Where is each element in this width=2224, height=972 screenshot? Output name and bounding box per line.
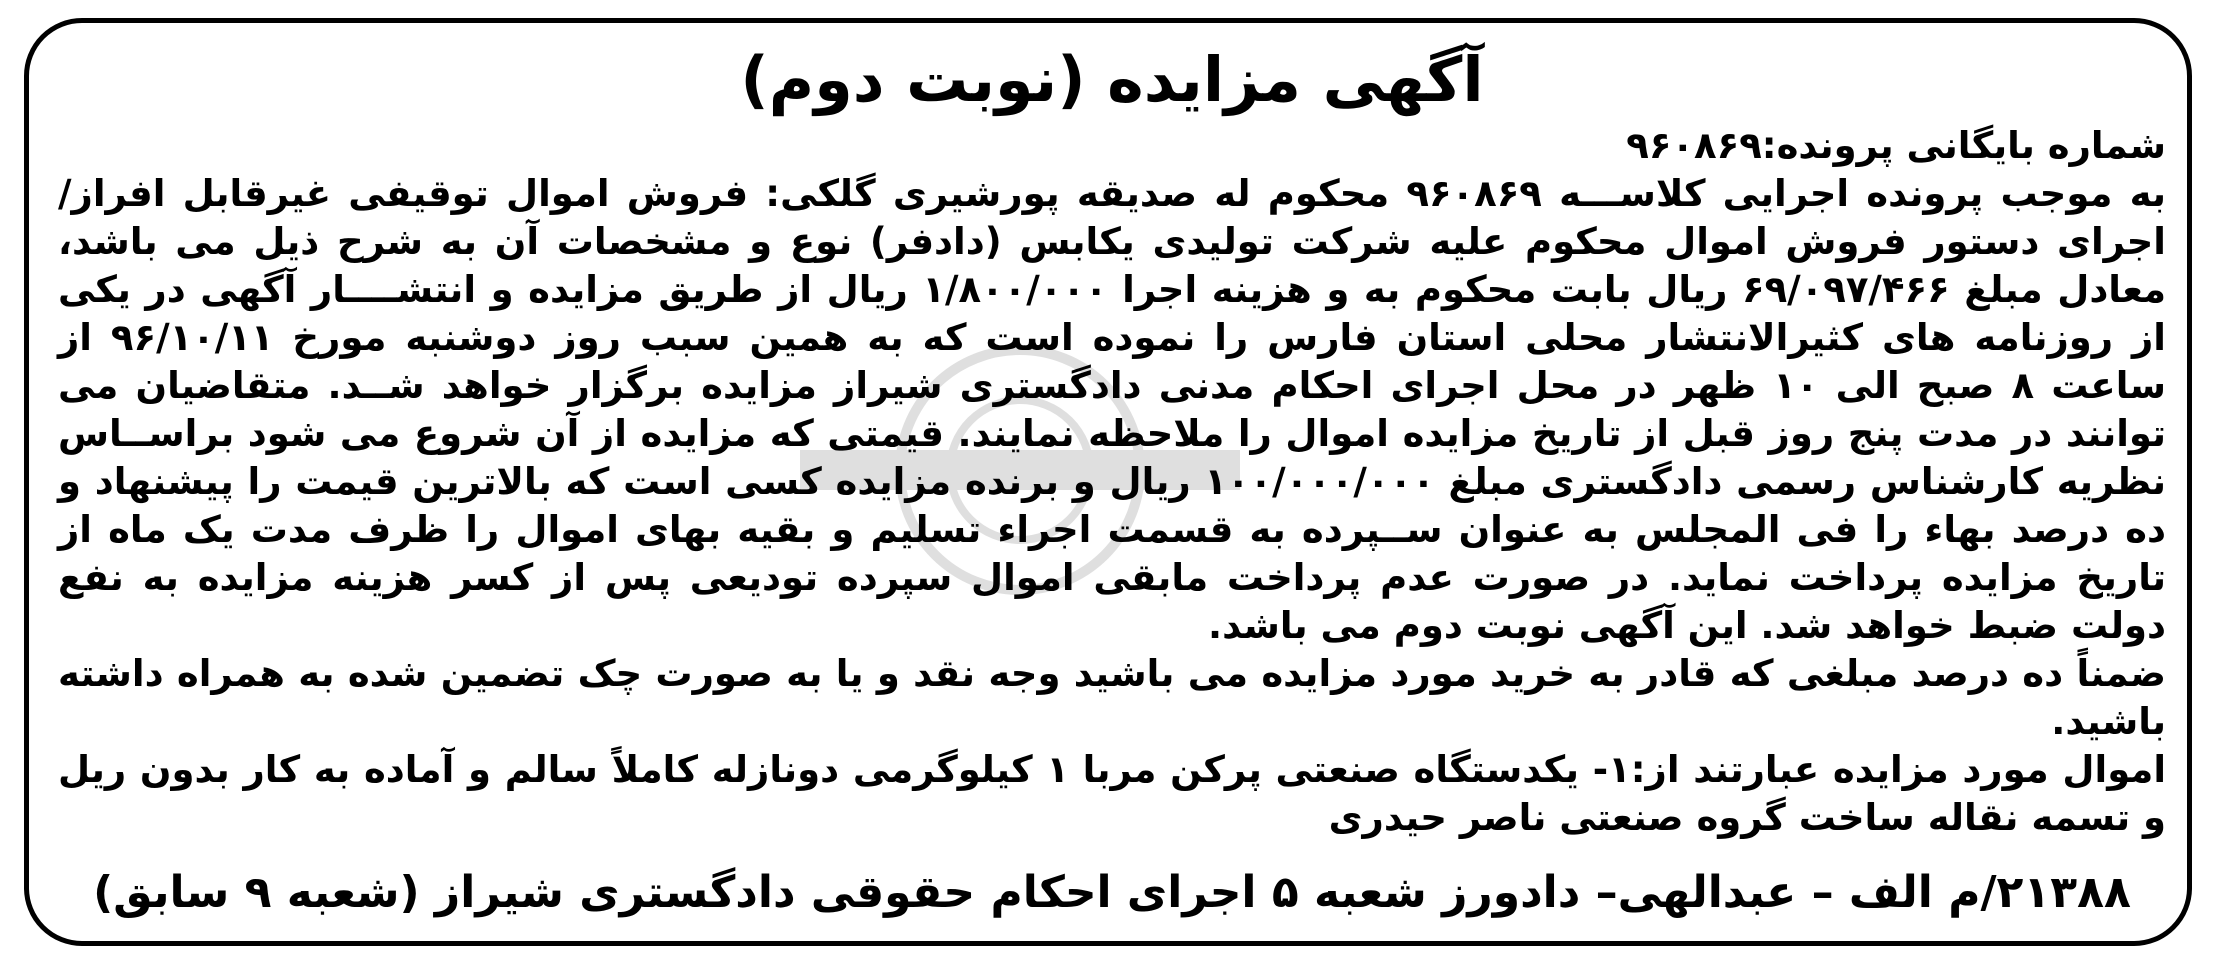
notice-body <box>58 122 2166 842</box>
notice-paragraph: ضمناً ده درصد مبلغی که قادر به خرید مورد مزایده می باشید وجه نقد و یا به صورت چک تضمین شده به همراه داشته باشید. <box>58 652 2166 743</box>
notice-signature: ۲۱۳۸۸/م الف – عبدالهی– دادورز شعبه ۵ اجرای احکام حقوقی دادگستری شیراز (شعبه ۹ سابق) <box>93 867 2131 918</box>
notice-paragraph: به موجب پرونده اجرایی کلاســـه ۹۶۰۸۶۹ محکوم له صدیقه پورشیری گلکی: فروش اموال توقیفی غیرقابل افراز/ اجرای دستور فروش اموال محکوم علیه شرکت تولیدی یکابس (دادفر) نوع و مشخصات آن به شرح ذیل می باشد، معادل مبلغ ۶۹/۰۹۷/۴۶۶ ریال بابت محکوم به و هزینه اجرا ۱/۸۰۰/۰۰۰ ریال از طریق مزایده و انتشــــار آگهی در یکی از روزنامه های کثیرالانتشار محلی استان فارس را نموده است که به همین سبب روز دوشنبه مورخ ۹۶/۱۰/۱۱ از ساعت ۸ صبح الی ۱۰ ظهر در محل اجرای احکام مدنی دادگستری شیراز مزایده برگزار خواهد شــد. متقاضیان می توانند در مدت پنج روز قبل از تاریخ مزایده اموال را ملاحظه نمایند. قیمتی که مزایده از آن شروع می شود براســاس نظریه کارشناس رسمی دادگستری مبلغ ۱۰۰/۰۰۰/۰۰۰ ریال و برنده مزایده کسی است که بالاترین قیمت را پیشنهاد و ده درصد بهاء را فی المجلس به عنوان ســپرده به قسمت اجراء تسلیم و بقیه بهای اموال را ظرف مدت یک ماه از تاریخ مزایده پرداخت نماید. در صورت عدم پرداخت مابقی اموال سپرده تودیعی پس از کسر هزینه مزایده به نفع دولت ضبط خواهد شد. این آگهی نوبت دوم می باشد. <box>58 172 2166 647</box>
notice-paragraph: اموال مورد مزایده عبارتند از:۱- یکدستگاه صنعتی پرکن مربا ۱ کیلوگرمی دونازله کاملاً سالم و آماده به کار بدون ریل و تسمه نقاله ساخت گروه صنعتی ناصر حیدری <box>58 748 2166 839</box>
notice-title: آگهی مزایده (نوبت دوم) <box>740 43 1484 116</box>
archive-number: شماره بایگانی پرونده:۹۶۰۸۶۹ <box>1626 124 2166 167</box>
